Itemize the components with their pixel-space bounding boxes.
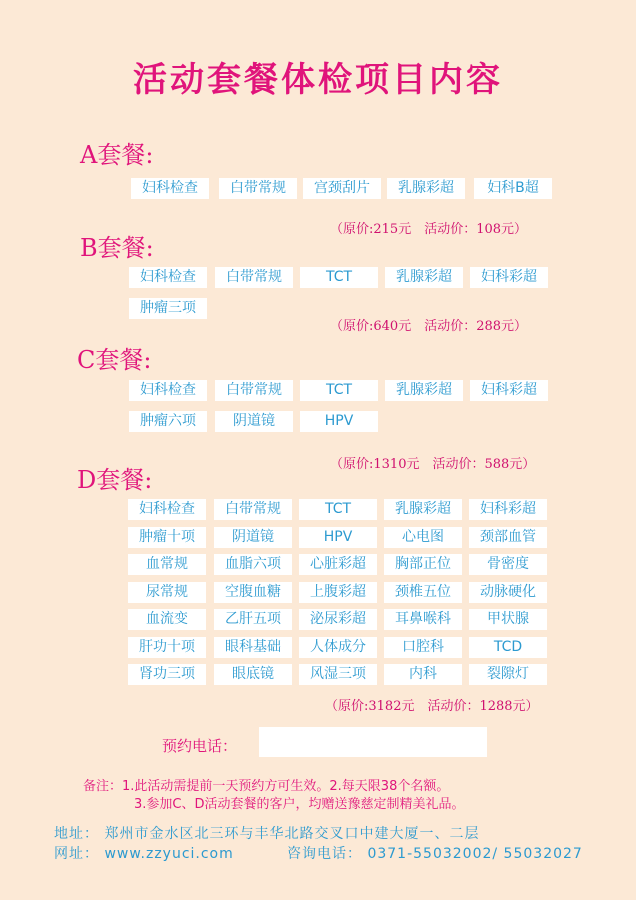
package-d-item: HPV — [299, 527, 377, 548]
package-d-item: 耳鼻喉科 — [384, 609, 462, 630]
address-text: 郑州市金水区北三环与丰华北路交叉口中建大厦一、二层 — [104, 826, 480, 842]
package-d-price: （原价:3182元 活动价：1288元） — [325, 699, 539, 714]
package-d-item: 动脉硬化 — [469, 582, 547, 603]
package-c-item: 乳腺彩超 — [385, 380, 463, 401]
package-d-item: 骨密度 — [469, 554, 547, 575]
address-label: 地址： — [54, 826, 99, 842]
package-d-item: 肿瘤十项 — [128, 527, 206, 548]
web-link[interactable]: www.zzyuci.com — [104, 846, 234, 862]
package-c-item: HPV — [300, 411, 378, 432]
package-d-item: 血脂六项 — [214, 554, 292, 575]
package-d-item: 颈部血管 — [469, 527, 547, 548]
package-d-item: 心脏彩超 — [299, 554, 377, 575]
phone-field — [259, 727, 487, 757]
package-a-item: 白带常规 — [219, 178, 297, 199]
note-line-1: 备注：1.此活动需提前一天预约方可生效。2.每天限38个名额。 — [83, 779, 450, 794]
package-c-item: 妇科彩超 — [470, 380, 548, 401]
package-d-item: 妇科彩超 — [469, 499, 547, 520]
page-title: 活动套餐体检项目内容 — [133, 60, 503, 100]
package-d-item: 肾功三项 — [128, 664, 206, 685]
package-b-title: B套餐: — [80, 234, 154, 262]
package-d-item: 尿常规 — [128, 582, 206, 603]
package-d-item: 甲状腺 — [469, 609, 547, 630]
package-d-item: 上腹彩超 — [299, 582, 377, 603]
package-c-item: 白带常规 — [215, 380, 293, 401]
web-label: 网址： — [54, 846, 99, 862]
package-a-item: 妇科B超 — [474, 178, 552, 199]
package-d-item: 裂隙灯 — [469, 664, 547, 685]
package-d-item: 口腔科 — [384, 637, 462, 658]
package-d-item: 风湿三项 — [299, 664, 377, 685]
package-d-item: 血常规 — [128, 554, 206, 575]
package-d-item: TCD — [469, 637, 547, 658]
consult-label: 咨询电话： — [287, 846, 362, 862]
package-b-item: TCT — [300, 267, 378, 288]
package-d-item: 眼底镜 — [214, 664, 292, 685]
package-d-item: TCT — [299, 499, 377, 520]
package-c-price: （原价:1310元 活动价：588元） — [330, 457, 536, 472]
package-d-item: 妇科检查 — [128, 499, 206, 520]
package-c-item: 阴道镜 — [215, 411, 293, 432]
footer-web — [54, 843, 234, 863]
package-d-item: 人体成分 — [299, 637, 377, 658]
package-d-item: 心电图 — [384, 527, 462, 548]
package-b-item: 肿瘤三项 — [129, 298, 207, 319]
package-b-item: 妇科彩超 — [470, 267, 548, 288]
package-d-item: 血流变 — [128, 609, 206, 630]
package-d-title: D套餐: — [77, 466, 153, 494]
package-d-item: 眼科基础 — [214, 637, 292, 658]
phone-label: 预约电话： — [162, 737, 238, 755]
package-d-item: 阴道镜 — [214, 527, 292, 548]
package-a-item: 妇科检查 — [131, 178, 209, 199]
consult-phone: 0371-55032002/ 55032027 — [367, 846, 583, 862]
package-d-item: 空腹血糖 — [214, 582, 292, 603]
package-c-title: C套餐: — [77, 346, 152, 374]
package-b-item: 白带常规 — [215, 267, 293, 288]
package-a-title: A套餐: — [80, 141, 154, 169]
package-d-item: 乙肝五项 — [214, 609, 292, 630]
package-c-item: 妇科检查 — [129, 380, 207, 401]
package-c-item: TCT — [300, 380, 378, 401]
package-d-item: 肝功十项 — [128, 637, 206, 658]
package-d-item: 内科 — [384, 664, 462, 685]
package-c-item: 肿瘤六项 — [129, 411, 207, 432]
package-d-item: 胸部正位 — [384, 554, 462, 575]
package-a-item: 乳腺彩超 — [387, 178, 465, 199]
package-a-price: （原价:215元 活动价：108元） — [330, 222, 528, 237]
package-d-item: 白带常规 — [214, 499, 292, 520]
footer-consult — [287, 843, 583, 863]
note-line-2: 3.参加C、D活动套餐的客户，均赠送豫慈定制精美礼品。 — [134, 797, 465, 812]
package-a-item: 宫颈刮片 — [303, 178, 381, 199]
package-b-item: 乳腺彩超 — [385, 267, 463, 288]
package-d-item: 颈椎五位 — [384, 582, 462, 603]
package-d-item: 乳腺彩超 — [384, 499, 462, 520]
package-b-price: （原价:640元 活动价：288元） — [330, 319, 528, 334]
package-b-item: 妇科检查 — [129, 267, 207, 288]
footer-address — [54, 823, 479, 843]
package-d-item: 泌尿彩超 — [299, 609, 377, 630]
